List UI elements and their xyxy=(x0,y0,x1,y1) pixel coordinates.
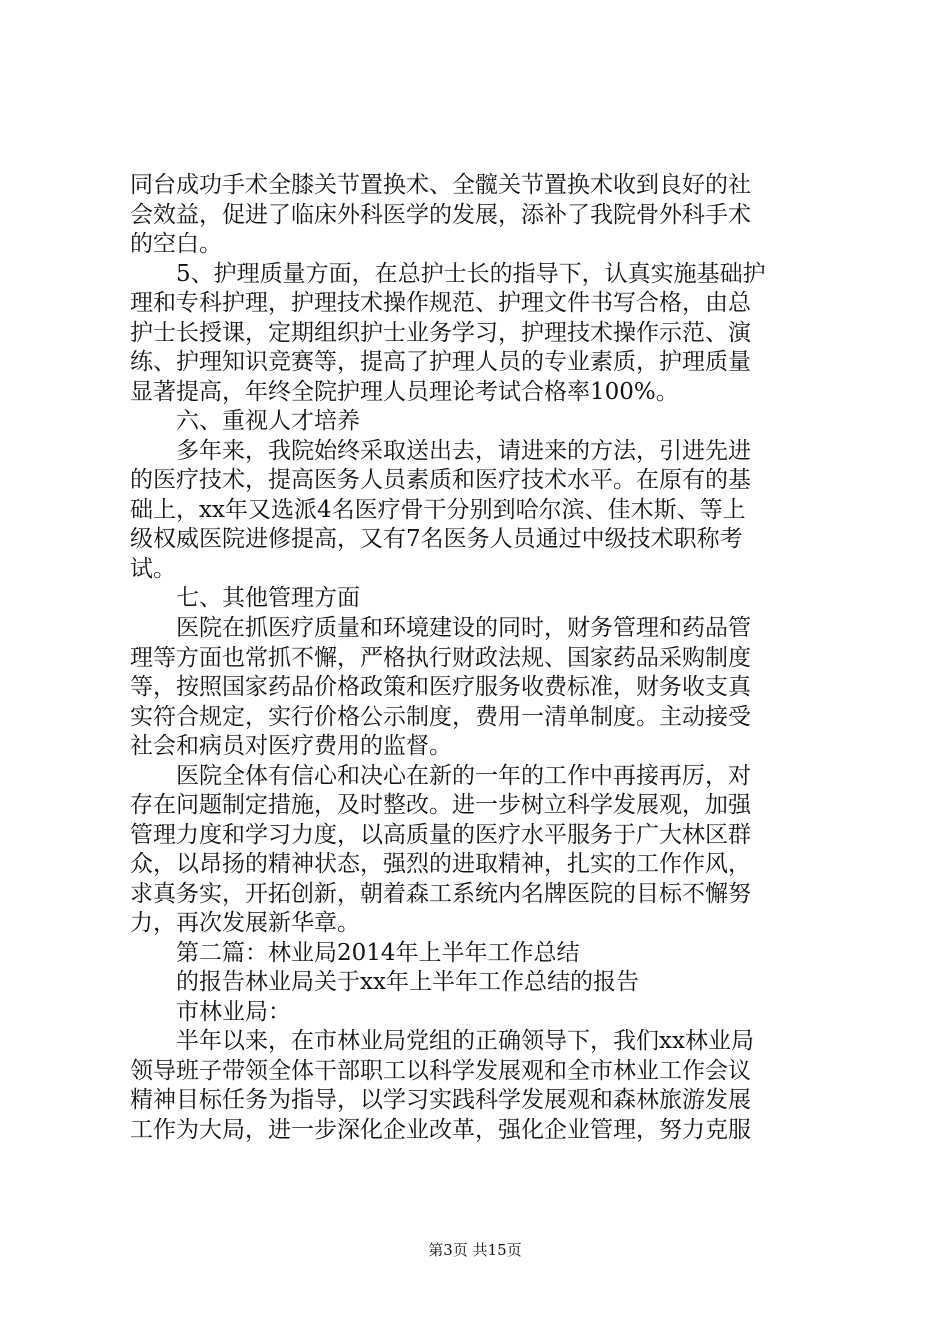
text-line: 础上，xx年又选派4名医疗骨干分别到哈尔滨、佳木斯、等上 xyxy=(130,497,746,523)
text-line: 理等方面也常抓不懈，严格执行财政法规、国家药品采购制度 xyxy=(130,645,751,671)
text-line: 会效益，促进了临床外科医学的发展，添补了我院骨外科手术 xyxy=(130,202,751,228)
text-line: 同台成功手术全膝关节置换术、全髋关节置换术收到良好的社 xyxy=(130,172,751,198)
text-line: 显著提高，年终全院护理人员理论考试合格率100%。 xyxy=(130,379,679,405)
text-line: 等，按照国家药品价格政策和医疗服务收费标准，财务收支真 xyxy=(130,674,751,700)
section-heading: 六、重视人才培养 xyxy=(176,408,360,434)
text-line: 社会和病员对医疗费用的监督。 xyxy=(130,733,452,759)
text-line: 求真务实，开拓创新，朝着森工系统内名牌医院的目标不懈努 xyxy=(130,881,751,907)
text-line: 精神目标任务为指导，以学习实践科学发展观和森林旅游发展 xyxy=(130,1087,751,1113)
text-line: 5、护理质量方面，在总护士长的指导下，认真实施基础护 xyxy=(176,261,766,287)
text-line: 的医疗技术，提高医务人员素质和医疗技术水平。在原有的基 xyxy=(130,467,751,493)
text-line: 级权威医院进修提高，又有7名医务人员通过中级技术职称考 xyxy=(130,526,743,552)
text-line: 实符合规定，实行价格公示制度，费用一清单制度。主动接受 xyxy=(130,704,751,730)
salutation: 市林业局： xyxy=(176,999,291,1025)
text-line: 力，再次发展新华章。 xyxy=(130,910,360,936)
text-line: 医院全体有信心和决心在新的一年的工作中再接再厉，对 xyxy=(176,763,751,789)
text-line: 工作为大局，进一步深化企业改革，强化企业管理，努力克服 xyxy=(130,1117,751,1143)
chapter-heading: 第二篇：林业局2014年上半年工作总结 xyxy=(176,940,580,966)
text-line: 的报告林业局关于xx年上半年工作总结的报告 xyxy=(176,969,639,995)
text-line: 护士长授课，定期组织护士业务学习，护理技术操作示范、演 xyxy=(130,320,751,346)
text-line: 的空白。 xyxy=(130,231,222,257)
text-line: 理和专科护理，护理技术操作规范、护理文件书写合格，由总 xyxy=(130,290,751,316)
text-line: 练、护理知识竞赛等，提高了护理人员的专业素质，护理质量 xyxy=(130,349,751,375)
page-number-footer: 第3页 共15页 xyxy=(428,1241,522,1259)
section-heading: 七、其他管理方面 xyxy=(176,585,360,611)
text-line: 医院在抓医疗质量和环境建设的同时，财务管理和药品管 xyxy=(176,615,751,641)
text-line: 试。 xyxy=(130,556,176,582)
text-line: 半年以来，在市林业局党组的正确领导下，我们xx林业局 xyxy=(176,1028,754,1054)
text-line: 存在问题制定措施，及时整改。进一步树立科学发展观，加强 xyxy=(130,792,751,818)
text-line: 多年来，我院始终采取送出去，请进来的方法，引进先进 xyxy=(176,438,751,464)
text-line: 众，以昂扬的精神状态，强烈的进取精神，扎实的工作作风， xyxy=(130,851,751,877)
text-line: 领导班子带领全体干部职工以科学发展观和全市林业工作会议 xyxy=(130,1058,751,1084)
text-line: 管理力度和学习力度，以高质量的医疗水平服务于广大林区群 xyxy=(130,822,751,848)
